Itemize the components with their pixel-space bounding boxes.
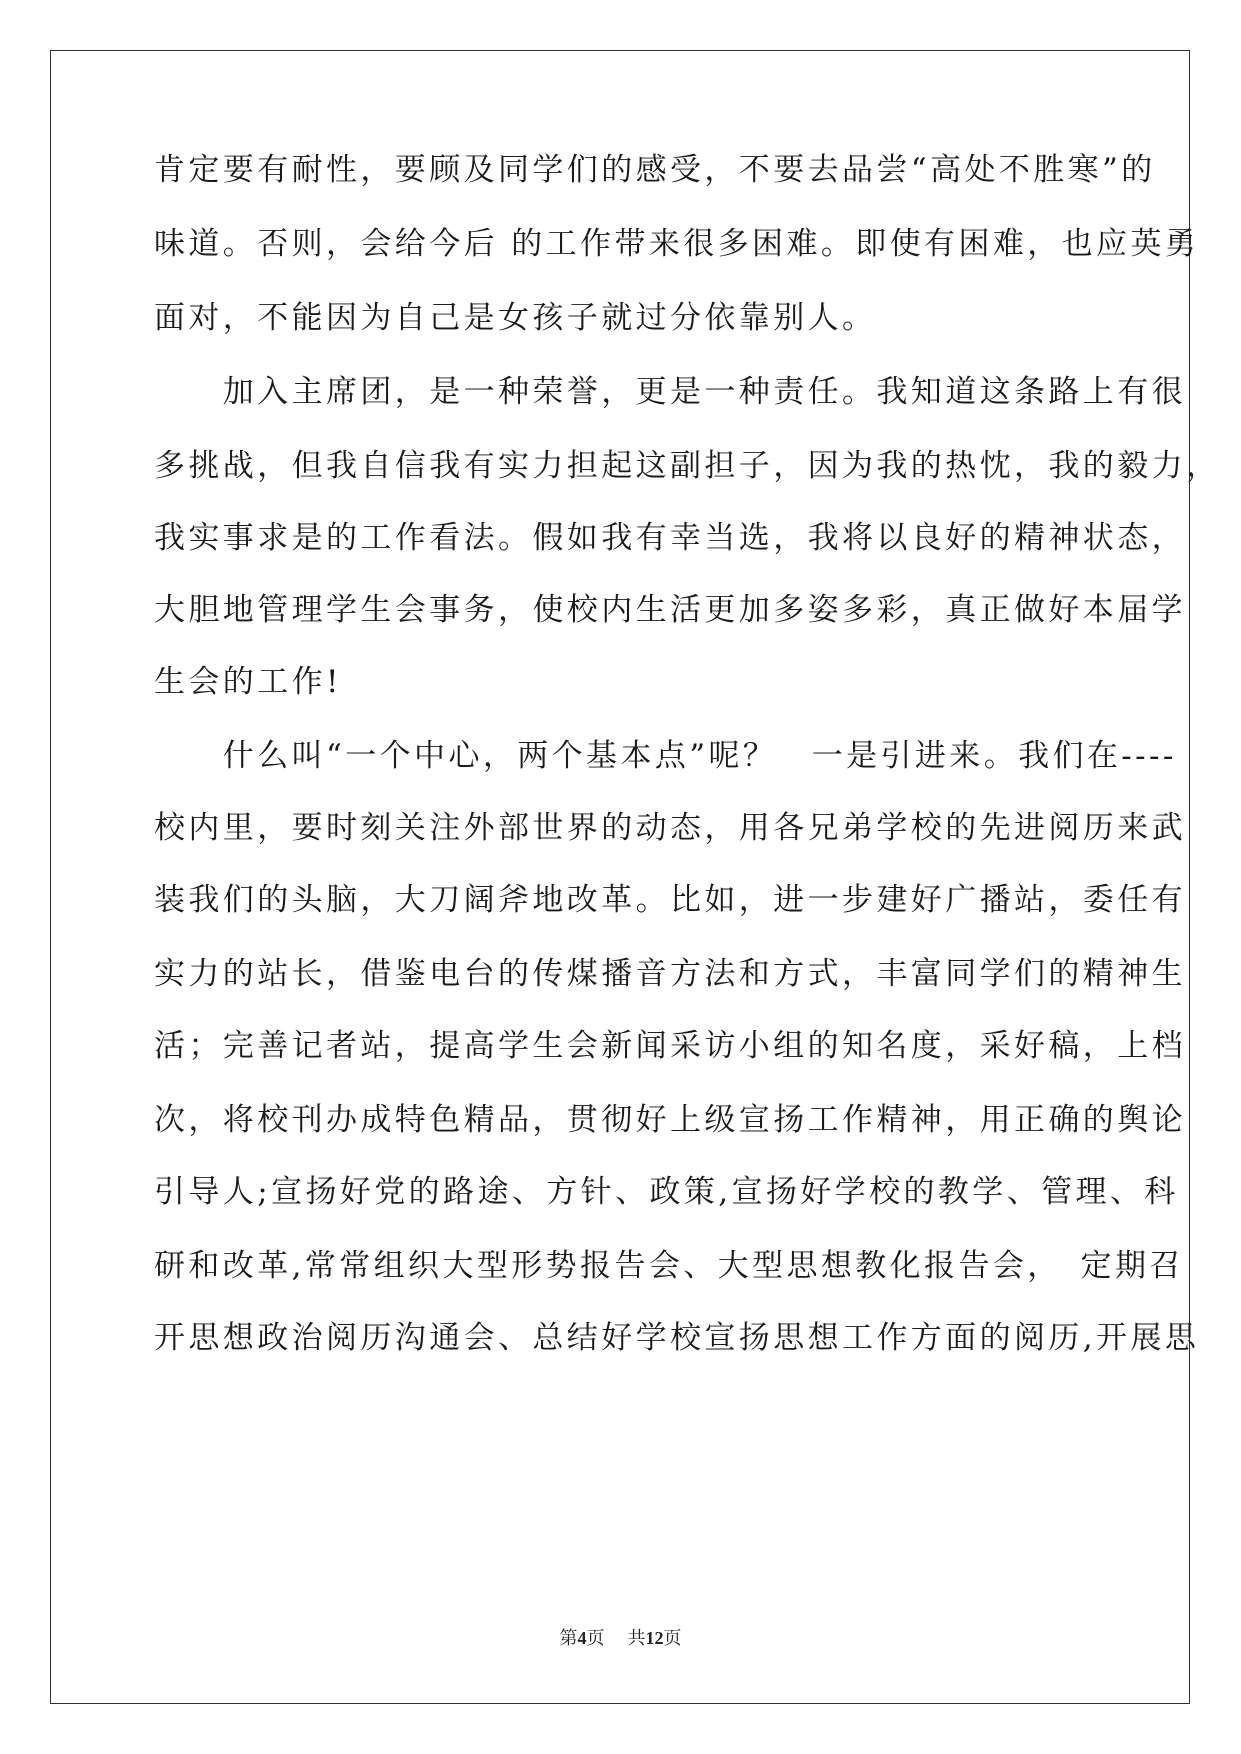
page-footer <box>0 1624 1241 1650</box>
text-line: 我实事求是的工作看法。假如我有幸当选，我将以良好的精神状态， <box>154 520 1186 556</box>
text-line: 味道。否则，会给今后 的工作带来很多困难。即使有困难，也应英勇 <box>154 226 1200 262</box>
text-line: 装我们的头脑，大刀阔斧地改革。比如，进一步建好广播站，委任有 <box>154 882 1186 918</box>
footer-prefix: 第 <box>559 1628 578 1649</box>
text-line: 次，将校刊办成特色精品，贯彻好上级宣扬工作精神，用正确的舆论 <box>154 1102 1186 1138</box>
footer-total-prefix: 共 <box>627 1628 646 1649</box>
text-line: 引导人;宣扬好党的路途、方针、政策,宣扬好学校的教学、管理、科 <box>154 1174 1179 1210</box>
text-line: 什么叫“一个中心，两个基本点”呢？ 一是引进来。我们在---- <box>154 738 1177 774</box>
text-line: 多挑战，但我自信我有实力担起这副担子，因为我的热忱，我的毅力， <box>154 448 1221 484</box>
text-line: 面对，不能因为自己是女孩子就过分依靠别人。 <box>154 300 877 336</box>
text-line: 肯定要有耐性，要顾及同学们的感受，不要去品尝“高处不胜寒”的 <box>154 152 1156 188</box>
text-line: 大胆地管理学生会事务，使校内生活更加多姿多彩，真正做好本届学 <box>154 592 1186 628</box>
current-page-number: 4 <box>577 1628 587 1648</box>
footer-page-unit: 页 <box>586 1628 605 1649</box>
text-line: 开思想政治阅历沟通会、总结好学校宣扬思想工作方面的阅历,开展思 <box>154 1320 1200 1356</box>
text-line: 研和改革,常常组织大型形势报告会、大型思想教化报告会， 定期召 <box>154 1248 1184 1284</box>
total-page-number: 12 <box>645 1628 664 1648</box>
text-line: 加入主席团，是一种荣誉，更是一种责任。我知道这条路上有很 <box>154 374 1186 410</box>
text-line: 活；完善记者站，提高学生会新闻采访小组的知名度，采好稿，上档 <box>154 1028 1186 1064</box>
text-line: 实力的站长，借鉴电台的传煤播音方法和方式，丰富同学们的精神生 <box>154 956 1186 992</box>
text-line: 生会的工作! <box>154 664 342 700</box>
footer-total-unit: 页 <box>663 1628 682 1649</box>
text-line: 校内里，要时刻关注外部世界的动态，用各兄弟学校的先进阅历来武 <box>154 810 1186 846</box>
